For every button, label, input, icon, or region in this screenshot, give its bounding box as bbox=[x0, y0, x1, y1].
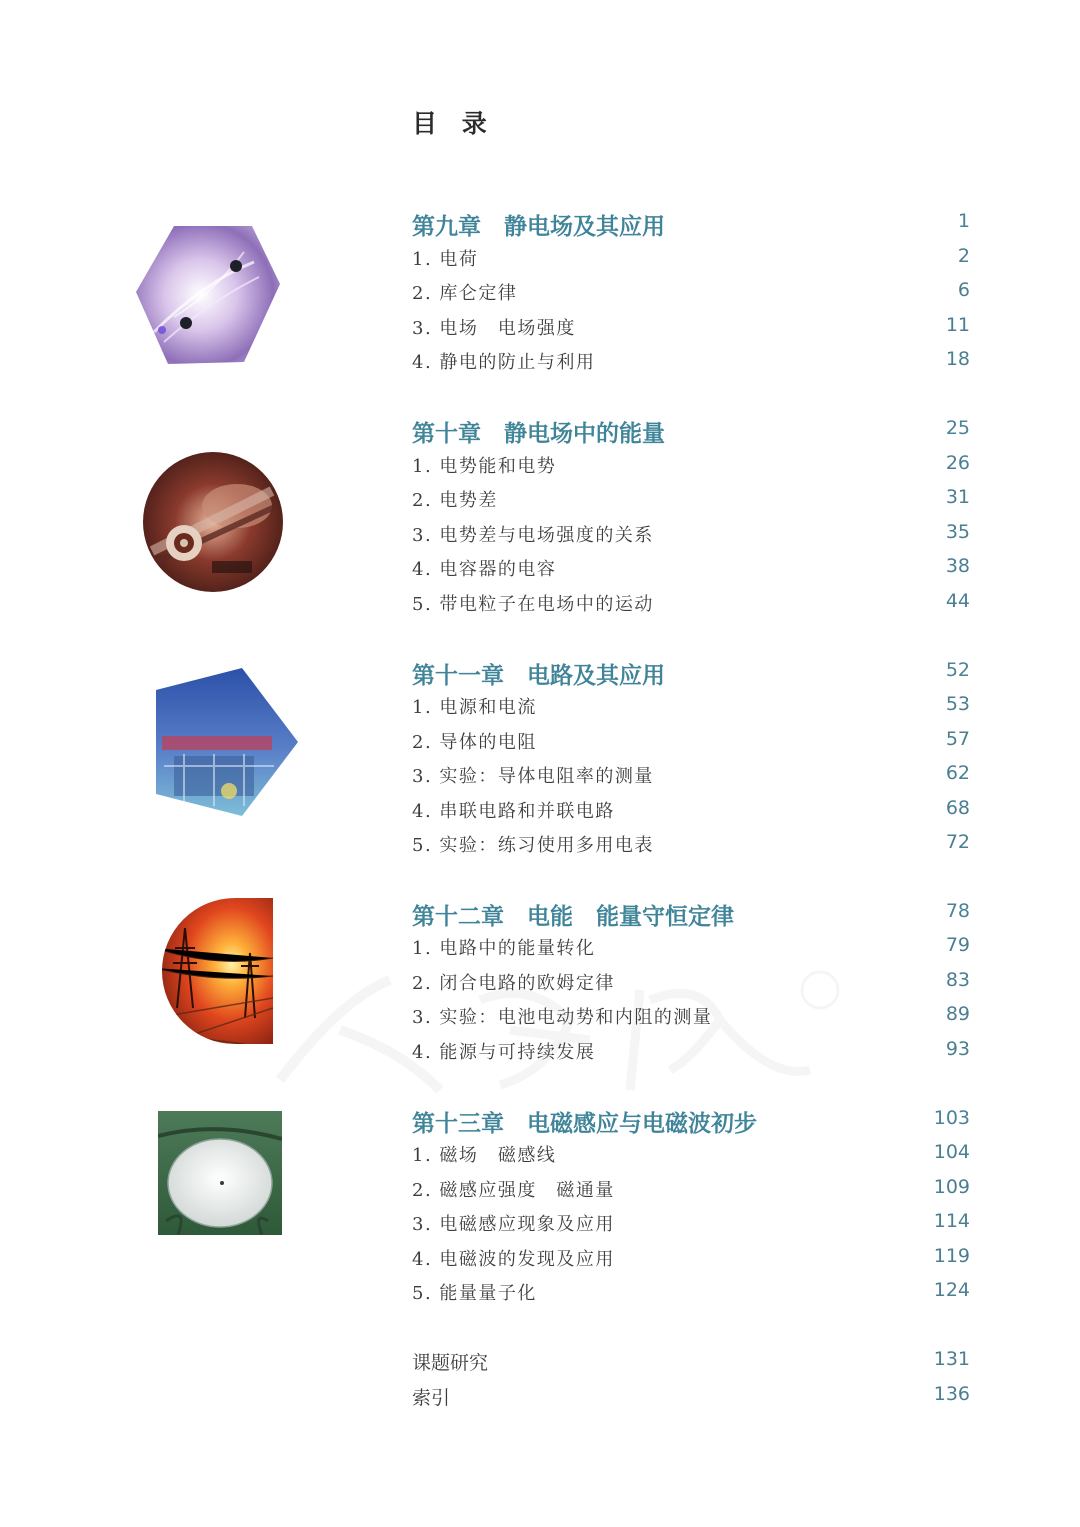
section-row[interactable] bbox=[412, 1003, 970, 1035]
page-number: 2 bbox=[957, 245, 970, 267]
extra-row[interactable] bbox=[412, 1348, 970, 1380]
page-number: 25 bbox=[945, 417, 970, 439]
page-number: 52 bbox=[945, 659, 970, 681]
page-number: 72 bbox=[945, 831, 970, 853]
extra-row[interactable] bbox=[412, 1383, 970, 1415]
chapter-title: 第十一章 电路及其应用 bbox=[412, 663, 665, 689]
section-row[interactable] bbox=[412, 1038, 970, 1070]
section-row[interactable] bbox=[412, 590, 970, 622]
circuit-thumbnail bbox=[154, 666, 300, 818]
section-title: 4. 电容器的电容 bbox=[412, 559, 557, 580]
page-number: 11 bbox=[945, 314, 970, 336]
section-title: 2. 闭合电路的欧姆定律 bbox=[412, 973, 615, 994]
page-number: 131 bbox=[933, 1348, 970, 1370]
section-title: 2. 导体的电阻 bbox=[412, 732, 537, 753]
section-row[interactable] bbox=[412, 521, 970, 553]
power-lines-thumbnail bbox=[155, 898, 273, 1044]
section-row[interactable] bbox=[412, 1279, 970, 1311]
chapter-title: 第九章 静电场及其应用 bbox=[412, 214, 665, 240]
section-row[interactable] bbox=[412, 555, 970, 587]
section-title: 2. 电势差 bbox=[412, 490, 498, 511]
section-title: 4. 串联电路和并联电路 bbox=[412, 801, 615, 822]
page-number: 6 bbox=[957, 279, 970, 301]
section-title: 3. 电磁感应现象及应用 bbox=[412, 1214, 615, 1235]
section-title: 4. 静电的防止与利用 bbox=[412, 352, 596, 373]
section-row[interactable] bbox=[412, 728, 970, 760]
page-number: 53 bbox=[945, 693, 970, 715]
page-number: 26 bbox=[945, 452, 970, 474]
page-number: 93 bbox=[945, 1038, 970, 1060]
chapter-row[interactable] bbox=[412, 417, 970, 449]
section-row[interactable] bbox=[412, 969, 970, 1001]
section-row[interactable] bbox=[412, 934, 970, 966]
page-number: 109 bbox=[933, 1176, 970, 1198]
section-title: 5. 实验：练习使用多用电表 bbox=[412, 835, 654, 856]
page-number: 18 bbox=[945, 348, 970, 370]
chapter-row[interactable] bbox=[412, 659, 970, 691]
section-title: 3. 电势差与电场强度的关系 bbox=[412, 525, 654, 546]
extra-title: 索引 bbox=[412, 1387, 451, 1409]
page-number: 38 bbox=[945, 555, 970, 577]
section-title: 3. 电场 电场强度 bbox=[412, 318, 576, 339]
chapter-title: 第十二章 电能 能量守恒定律 bbox=[412, 904, 734, 930]
electric-field-thumbnail bbox=[134, 222, 282, 368]
section-title: 2. 库仑定律 bbox=[412, 283, 518, 304]
page-number: 136 bbox=[933, 1383, 970, 1405]
page-number: 79 bbox=[945, 934, 970, 956]
section-row[interactable] bbox=[412, 314, 970, 346]
section-title: 2. 磁感应强度 磁通量 bbox=[412, 1180, 615, 1201]
page-number: 89 bbox=[945, 1003, 970, 1025]
section-title: 3. 实验：电池电动势和内阻的测量 bbox=[412, 1007, 713, 1028]
page-number: 114 bbox=[933, 1210, 970, 1232]
section-title: 1. 电荷 bbox=[412, 249, 479, 270]
page-number: 124 bbox=[933, 1279, 970, 1301]
section-title: 1. 磁场 磁感线 bbox=[412, 1145, 557, 1166]
page-number: 57 bbox=[945, 728, 970, 750]
page-number: 78 bbox=[945, 900, 970, 922]
section-row[interactable] bbox=[412, 693, 970, 725]
section-row[interactable] bbox=[412, 452, 970, 484]
page-number: 68 bbox=[945, 797, 970, 819]
accelerator-thumbnail bbox=[142, 451, 284, 593]
section-row[interactable] bbox=[412, 279, 970, 311]
section-row[interactable] bbox=[412, 486, 970, 518]
section-row[interactable] bbox=[412, 245, 970, 277]
section-row[interactable] bbox=[412, 831, 970, 863]
section-row[interactable] bbox=[412, 1210, 970, 1242]
chapter-row[interactable] bbox=[412, 900, 970, 932]
radio-telescope-thumbnail bbox=[158, 1111, 282, 1235]
page-number: 35 bbox=[945, 521, 970, 543]
section-row[interactable] bbox=[412, 762, 970, 794]
section-title: 1. 电势能和电势 bbox=[412, 456, 557, 477]
section-row[interactable] bbox=[412, 797, 970, 829]
section-title: 3. 实验：导体电阻率的测量 bbox=[412, 766, 654, 787]
page-number: 104 bbox=[933, 1141, 970, 1163]
section-row[interactable] bbox=[412, 1176, 970, 1208]
section-row[interactable] bbox=[412, 1245, 970, 1277]
section-row[interactable] bbox=[412, 1141, 970, 1173]
section-title: 4. 能源与可持续发展 bbox=[412, 1042, 596, 1063]
page-title: 目 录 bbox=[412, 109, 495, 138]
section-title: 1. 电源和电流 bbox=[412, 697, 537, 718]
extra-title: 课题研究 bbox=[412, 1352, 489, 1374]
section-title: 5. 带电粒子在电场中的运动 bbox=[412, 594, 654, 615]
chapter-row[interactable] bbox=[412, 1107, 970, 1139]
section-title: 4. 电磁波的发现及应用 bbox=[412, 1249, 615, 1270]
page-number: 62 bbox=[945, 762, 970, 784]
page-number: 44 bbox=[945, 590, 970, 612]
chapter-row[interactable] bbox=[412, 210, 970, 242]
page-number: 1 bbox=[957, 210, 970, 232]
section-row[interactable] bbox=[412, 348, 970, 380]
page-number: 31 bbox=[945, 486, 970, 508]
section-title: 1. 电路中的能量转化 bbox=[412, 938, 596, 959]
page-number: 83 bbox=[945, 969, 970, 991]
chapter-title: 第十三章 电磁感应与电磁波初步 bbox=[412, 1111, 757, 1137]
page-number: 103 bbox=[933, 1107, 970, 1129]
chapter-title: 第十章 静电场中的能量 bbox=[412, 421, 665, 447]
section-title: 5. 能量量子化 bbox=[412, 1283, 537, 1304]
page-number: 119 bbox=[933, 1245, 970, 1267]
